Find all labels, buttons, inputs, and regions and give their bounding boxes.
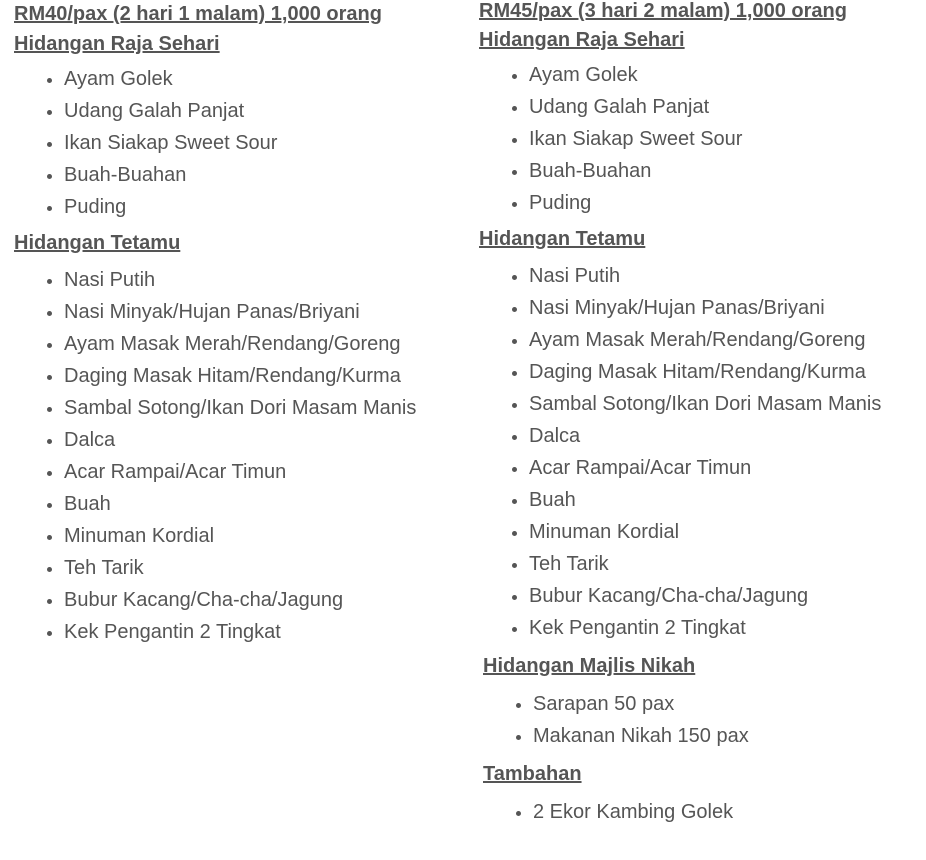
list-item: • Kek Pengantin 2 Tingkat: [64, 616, 464, 648]
list-item: • Buah-Buahan: [529, 155, 924, 187]
list-item: • Acar Rampai/Acar Timun: [64, 456, 464, 488]
list-item: • Minuman Kordial: [64, 520, 464, 552]
section-heading-tetamu: Hidangan Tetamu: [14, 232, 181, 254]
package-column-rm40: [14, 0, 464, 648]
list-item: • Teh Tarik: [529, 548, 924, 580]
list-item: • Daging Masak Hitam/Rendang/Kurma: [529, 356, 924, 388]
list-item: • Dalca: [529, 420, 924, 452]
menu-list-tetamu: [479, 260, 924, 644]
package-title: RM40/pax (2 hari 1 malam) 1,000 orang: [14, 3, 382, 25]
menu-list-tambahan: [479, 796, 924, 828]
list-item: • Ayam Masak Merah/Rendang/Goreng: [529, 324, 924, 356]
list-item: • Nasi Minyak/Hujan Panas/Briyani: [64, 296, 464, 328]
list-item: • Ikan Siakap Sweet Sour: [529, 123, 924, 155]
list-item: • Ikan Siakap Sweet Sour: [64, 127, 464, 159]
list-item: • 2 Ekor Kambing Golek: [533, 796, 924, 828]
list-item: • Sambal Sotong/Ikan Dori Masam Manis: [64, 392, 464, 424]
section-heading-tetamu: Hidangan Tetamu: [479, 228, 646, 250]
package-column-rm45: [479, 0, 924, 828]
list-item: • Buah-Buahan: [64, 159, 464, 191]
package-title: RM45/pax (3 hari 2 malam) 1,000 orang: [479, 0, 847, 22]
list-item: • Sarapan 50 pax: [533, 688, 924, 720]
list-item: • Ayam Golek: [529, 59, 924, 91]
list-item: • Puding: [529, 187, 924, 219]
list-item: • Bubur Kacang/Cha-cha/Jagung: [529, 580, 924, 612]
section-heading-raja-sehari: Hidangan Raja Sehari: [479, 29, 685, 51]
list-item: • Minuman Kordial: [529, 516, 924, 548]
list-item: • Makanan Nikah 150 pax: [533, 720, 924, 752]
list-item: • Buah: [64, 488, 464, 520]
list-item: • Daging Masak Hitam/Rendang/Kurma: [64, 360, 464, 392]
list-item: • Teh Tarik: [64, 552, 464, 584]
list-item: • Udang Galah Panjat: [64, 95, 464, 127]
menu-list-majlis-nikah: [479, 688, 924, 752]
list-item: • Dalca: [64, 424, 464, 456]
list-item: • Ayam Masak Merah/Rendang/Goreng: [64, 328, 464, 360]
list-item: • Bubur Kacang/Cha-cha/Jagung: [64, 584, 464, 616]
list-item: • Sambal Sotong/Ikan Dori Masam Manis: [529, 388, 924, 420]
list-item: • Kek Pengantin 2 Tingkat: [529, 612, 924, 644]
menu-list-raja-sehari: [14, 63, 464, 223]
list-item: • Nasi Putih: [64, 264, 464, 296]
menu-list-raja-sehari: [479, 59, 924, 219]
section-heading-tambahan: Tambahan: [483, 763, 582, 785]
list-item: • Puding: [64, 191, 464, 223]
menu-list-tetamu: [14, 264, 464, 648]
list-item: • Acar Rampai/Acar Timun: [529, 452, 924, 484]
list-item: • Ayam Golek: [64, 63, 464, 95]
section-heading-raja-sehari: Hidangan Raja Sehari: [14, 33, 220, 55]
section-heading-majlis-nikah: Hidangan Majlis Nikah: [483, 655, 696, 677]
list-item: • Buah: [529, 484, 924, 516]
list-item: • Nasi Minyak/Hujan Panas/Briyani: [529, 292, 924, 324]
list-item: • Udang Galah Panjat: [529, 91, 924, 123]
list-item: • Nasi Putih: [529, 260, 924, 292]
